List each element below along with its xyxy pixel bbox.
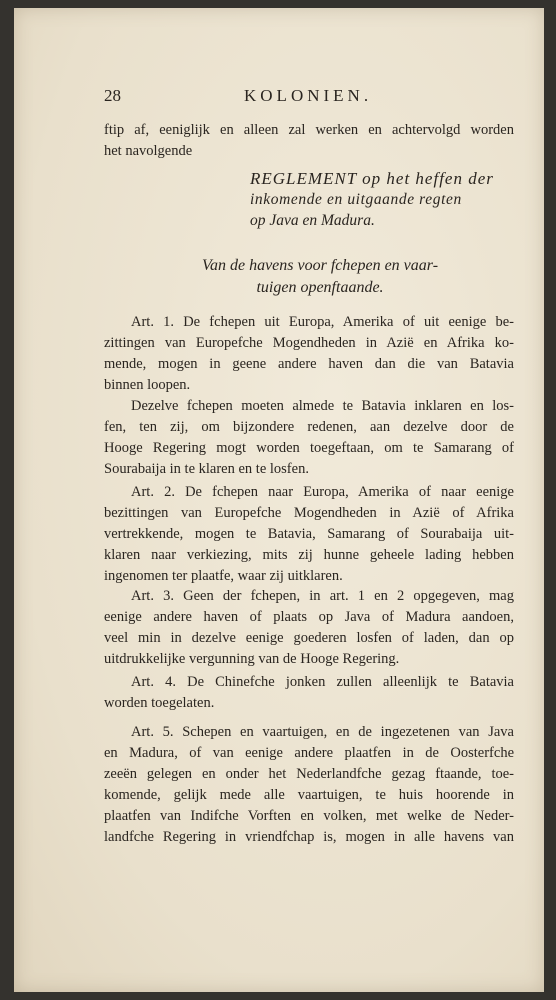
text-line: klaren naar verkiezing, mits zij hunne geheele lading hebben <box>104 547 514 563</box>
paragraph-art-3 <box>104 586 514 670</box>
text-line: zittingen van Europefche Mogendheden in Azië en Afrika ko- <box>104 335 514 351</box>
text-line: Dezelve fchepen moeten almede te Batavia inklaren en los- <box>131 398 514 414</box>
text-line: fen, ten zij, om bijzondere redenen, aan dezelve door de <box>104 419 514 435</box>
text-line: zeeën gelegen en onder het Nederlandfche gezag ftaande, toe- <box>104 766 514 782</box>
text-line: ftip af, eeniglijk en alleen zal werken en achtervolgd worden <box>104 122 514 138</box>
paragraph-art-5 <box>104 722 514 848</box>
paragraph-art-1 <box>104 312 514 396</box>
text-line: mende, mogen in geene andere haven dan die van Batavia <box>104 356 514 372</box>
text-line: plaatfen van Indifche Vorften en volken, met welke de Neder- <box>104 808 514 824</box>
text-line: veel min in dezelve eenige goederen losfen of laden, dan op <box>104 630 514 646</box>
text-line: Art. 4. De Chinefche jonken zullen alleenlijk te Batavia <box>131 674 514 690</box>
running-head-title: KOLONIEN. <box>244 86 373 105</box>
text-line: Art. 2. De fchepen naar Europa, Amerika of naar eenige <box>131 484 514 500</box>
text-line: ingenomen ter plaatfe, waar zij uitklaren. <box>104 568 343 584</box>
running-head <box>104 86 514 108</box>
text-line: en Madura, of van eenige andere plaatfen in de Oosterfche <box>104 745 514 761</box>
text-line: binnen loopen. <box>104 377 191 393</box>
section-title-line: Van de havens voor fchepen en vaar- <box>201 257 439 274</box>
text-line: komende, gelijk mede alle vaartuigen, te huis hoorende in <box>104 787 514 803</box>
paragraph-dezelve <box>104 396 514 480</box>
text-line: Hooge Regering mogt worden toegeftaan, om te Samarang of <box>104 440 514 456</box>
section-title <box>170 255 470 299</box>
paragraph-art-4 <box>104 672 514 714</box>
regulation-title-line: REGLEMENT op het heffen der <box>250 169 494 188</box>
regulation-title-line: inkomende en uitgaande regten <box>250 191 462 208</box>
text-line: worden toegelaten. <box>104 695 215 711</box>
text-line: Art. 3. Geen der fchepen, in art. 1 en 2 opgegeven, mag <box>131 588 514 604</box>
intro-text <box>104 120 514 162</box>
paragraph-art-2 <box>104 482 514 587</box>
regulation-title <box>250 168 516 231</box>
section-title-line: tuigen openftaande. <box>256 279 384 296</box>
regulation-title-line: op Java en Madura. <box>250 212 375 229</box>
page-number: 28 <box>104 86 121 105</box>
text-line: Art. 1. De fchepen uit Europa, Amerika of uit eenige be- <box>131 314 514 330</box>
text-line: landfche Regering in vriendfchap is, mogen in alle havens van <box>104 829 514 845</box>
text-line: Sourabaija in te klaren en te losfen. <box>104 461 309 477</box>
text-line: Art. 5. Schepen en vaartuigen, en de ingezetenen van Java <box>131 724 514 740</box>
text-line: bezittingen van Europefche Mogendheden in Azië of Afrika <box>104 505 514 521</box>
text-line: eenige andere haven of plaats op Java of Madura aandoen, <box>104 609 514 625</box>
text-line: vertrekkende, mogen te Batavia, Samarang of Sourabaija uit- <box>104 526 514 542</box>
text-line: het navolgende <box>104 143 193 159</box>
text-line: uitdrukkelijke vergunning van de Hooge Regering. <box>104 651 400 667</box>
